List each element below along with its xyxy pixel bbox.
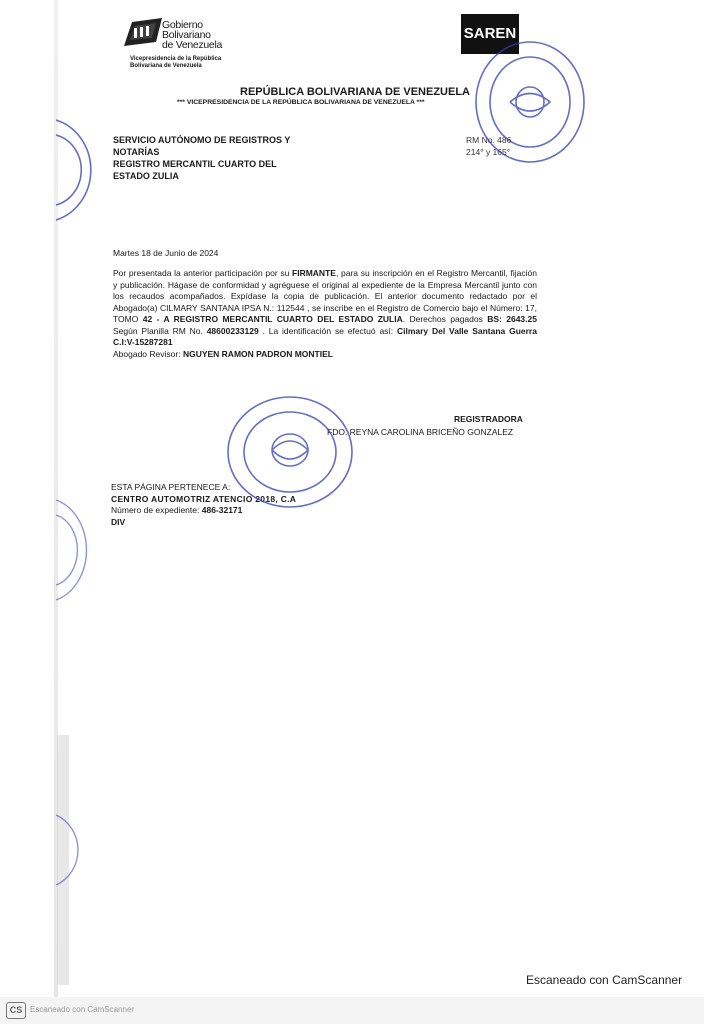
- bs-amount: BS: 2643.25: [487, 314, 537, 324]
- office-line3: REGISTRO MERCANTIL CUARTO DEL: [113, 159, 277, 169]
- flag-icon: [122, 16, 164, 52]
- gov-sub2: Bolivariana de Venezuela: [130, 63, 202, 69]
- rm-number: RM No. 486: [466, 135, 512, 145]
- body-text-4: Según Planilla RM No.: [113, 325, 207, 336]
- expediente-number: 486-32171: [201, 505, 243, 515]
- camscanner-watermark: Escaneado con CamScanner: [526, 973, 683, 987]
- gov-logo-text: [162, 20, 222, 50]
- body-text-1: Por presentada la anterior participación por su: [113, 268, 293, 278]
- camscanner-bar-text: Escaneado con CamScanner: [30, 1005, 135, 1014]
- gov-line1: Gobierno: [162, 19, 203, 31]
- edge-stamp-icon: [54, 115, 104, 225]
- div-label: DIV: [111, 516, 126, 527]
- expediente-label: Número de expediente:: [111, 505, 202, 515]
- rm-sub: 214° y 165°: [466, 147, 511, 157]
- camscanner-logo-icon: CS: [6, 1002, 26, 1019]
- registradora-name: FDO. REYNA CAROLINA BRICEÑO GONZALEZ: [327, 427, 514, 437]
- revisor-name: NGUYEN RAMON PADRON MONTIEL: [182, 348, 333, 359]
- page-subtitle: *** VICEPRESIDENCIA DE LA REPÚBLICA BOLIVARIANA DE VENEZUELA ***: [177, 99, 425, 106]
- gov-line3: de Venezuela: [162, 39, 223, 51]
- registradora-title: REGISTRADORA: [454, 414, 523, 424]
- seal-stamp-icon: [470, 30, 590, 170]
- gov-line2: Bolivariano: [162, 29, 211, 41]
- planilla-number: 48600233129: [206, 325, 259, 336]
- identification: Cilmary Del Valle Santana Guerra C.I:V-15287281: [113, 325, 537, 347]
- office-block: [113, 134, 333, 182]
- body-text-2: , para su inscripción en el Registro Mercantil, fijación y publicación. Hágase de conformidad y agréguese el original al expediente de la Empresa Mercantil junto con los recaudos acompañados. Expídase la copia de publicación. El anterior documento redactado por el Abogado(a) CILMARY SANTANA IPSA N.: 112544 , se inscribe en el Registro de Comercio bajo el Número: 17, TOMO: [113, 268, 537, 324]
- firmante: FIRMANTE: [292, 268, 336, 278]
- office-line4: ESTADO ZULIA: [113, 171, 179, 181]
- saren-logo: SAREN: [461, 14, 519, 54]
- document-date: Martes 18 de Junio de 2024: [113, 248, 219, 258]
- body-text-5: . La identificación se efectuó así:: [258, 325, 397, 336]
- registry-stamp-icon: [220, 392, 360, 512]
- office-line2: NOTARÍAS: [113, 147, 160, 157]
- body-text-3: . Derechos pagados: [402, 314, 488, 324]
- company-name: CENTRO AUTOMOTRIZ ATENCIO 2018, C.A: [111, 493, 297, 504]
- revisor-label: Abogado Revisor:: [113, 348, 183, 359]
- document-body: [113, 268, 537, 360]
- page-title: REPÚBLICA BOLIVARIANA DE VENEZUELA: [240, 86, 470, 98]
- edge-stamp-icon-3: [54, 810, 94, 890]
- tomo: 42 - A REGISTRO MERCANTIL CUARTO DEL ESTADO ZULIA: [142, 314, 403, 324]
- footer-line1: ESTA PÁGINA PERTENECE A:: [111, 482, 231, 492]
- gov-logo-subtext: [130, 56, 221, 70]
- office-line1: SERVICIO AUTÓNOMO DE REGISTROS Y: [113, 135, 291, 145]
- gov-sub1: Vicepresidencia de la República: [130, 56, 222, 62]
- gov-logo: [122, 14, 232, 76]
- edge-stamp-icon-2: [54, 495, 99, 605]
